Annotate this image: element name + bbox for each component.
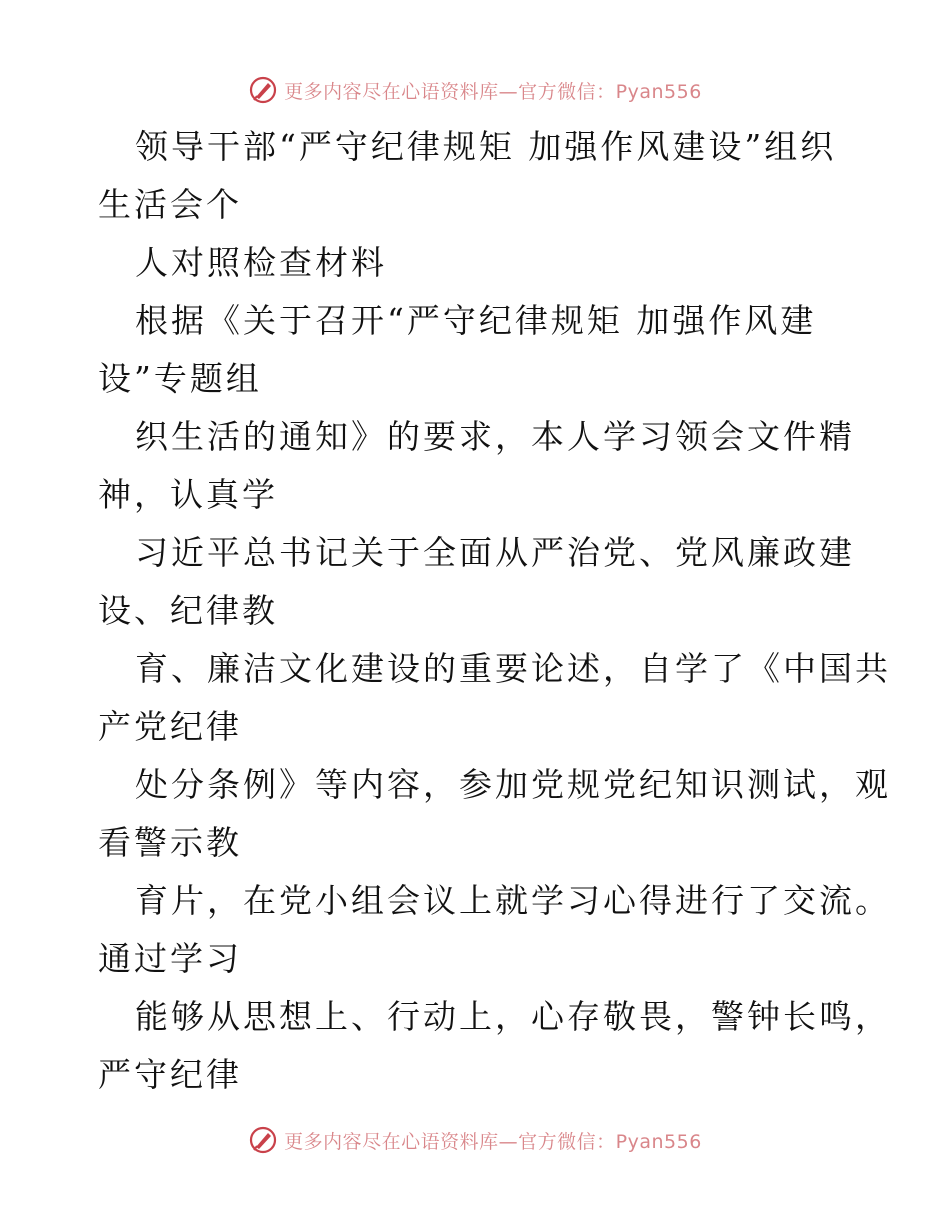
document-body bbox=[98, 118, 891, 1104]
quill-seal-icon bbox=[248, 1125, 278, 1155]
text-line: 织生活的通知》的要求，本人学习领会文件精 bbox=[135, 417, 855, 456]
text-line: 习近平总书记关于全面从严治党、党风廉政建 bbox=[135, 533, 855, 572]
text-line: 领导干部“严守纪律规矩 加强作风建设”组织 bbox=[135, 127, 837, 166]
text-line: 看警示教 bbox=[98, 823, 242, 862]
text-line: 人对照检查材料 bbox=[135, 243, 387, 282]
quill-seal-icon bbox=[248, 75, 278, 105]
text-line: 设”专题组 bbox=[98, 359, 262, 398]
text-line: 产党纪律 bbox=[98, 707, 242, 746]
text-line: 能够从思想上、行动上，心存敬畏，警钟长鸣， bbox=[135, 997, 891, 1036]
text-line: 严守纪律 bbox=[98, 1055, 242, 1094]
header-banner bbox=[0, 70, 950, 110]
text-line: 通过学习 bbox=[98, 939, 242, 978]
text-line: 设、纪律教 bbox=[98, 591, 278, 630]
text-line: 育片，在党小组会议上就学习心得进行了交流。 bbox=[135, 881, 891, 920]
footer-banner bbox=[0, 1120, 950, 1160]
text-line: 育、廉洁文化建设的重要论述，自学了《中国共 bbox=[135, 649, 891, 688]
text-line: 处分条例》等内容，参加党规党纪知识测试，观 bbox=[135, 765, 891, 804]
text-line: 神，认真学 bbox=[98, 475, 278, 514]
text-line: 生活会个 bbox=[98, 185, 242, 224]
banner-text: 更多内容尽在心语资料库—官方微信：Pyan556 bbox=[284, 1130, 702, 1153]
banner-text: 更多内容尽在心语资料库—官方微信：Pyan556 bbox=[284, 80, 702, 103]
text-line: 根据《关于召开“严守纪律规矩 加强作风建 bbox=[135, 301, 817, 340]
